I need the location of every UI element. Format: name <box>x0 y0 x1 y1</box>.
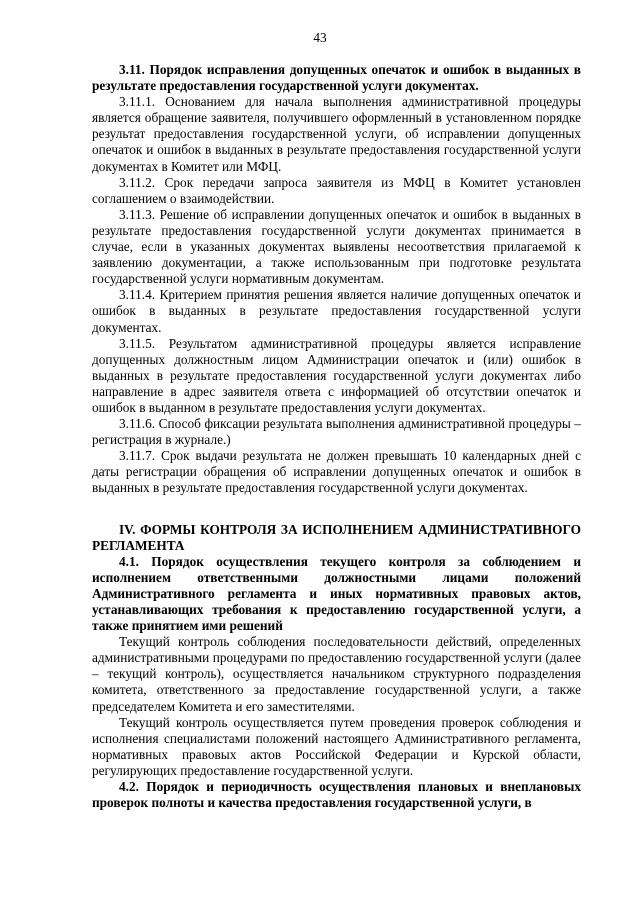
page-number: 43 <box>313 30 327 45</box>
paragraph-3-11-3: 3.11.3. Решение об исправлении допущенных опечаток и ошибок в выданных в результате предоставления государственной услуги документах принимается в случае, если в указанных документах выявлены несоответствия прилагаемой к заявлению документации, а также использованным при подготовке результата государственной услуги нормативным документам. <box>92 206 581 287</box>
section-heading-4-2: 4.2. Порядок и периодичность осуществления плановых и внеплановых проверок полноты и качества предоставления государственной услуги, в <box>92 779 581 811</box>
chapter-heading-iv: IV. ФОРМЫ КОНТРОЛЯ ЗА ИСПОЛНЕНИЕМ АДМИНИСТРАТИВНОГО РЕГЛАМЕНТА <box>92 521 581 553</box>
paragraph-4-1-a: Текущий контроль соблюдения последовательности действий, определенных административными процедурами по предоставлению государственной услуги (далее – текущий контроль), осуществляется начальником структурного подразделения комитета, ответственного за предоставление государственной услуги, а также председателем Комитета и его заместителями. <box>92 634 581 714</box>
paragraph-3-11-7: 3.11.7. Срок выдачи результата не должен превышать 10 календарных дней с даты регистрации обращения об исправлении допущенных опечаток и ошибок в выданных в результате предоставления государственной услуги документах. <box>92 448 581 496</box>
paragraph-3-11-1: 3.11.1. Основанием для начала выполнения административной процедуры является обращение заявителя, получившего оформленный в установленном порядке результат предоставления государственной услуги, об исправлении допущенных опечаток и ошибок в выданных в результате предоставления государственной услуги документах в Комитет или МФЦ. <box>92 94 581 174</box>
section-heading-4-1: 4.1. Порядок осуществления текущего контроля за соблюдением и исполнением ответственными должностными лицами положений Административного регламента и иных нормативных правовых актов, устанавливающих требования к предоставлению государственной услуги, а также принятием ими решений <box>92 553 581 634</box>
section-heading-3-11: 3.11. Порядок исправления допущенных опечаток и ошибок в выданных в результате предоставления государственной услуги документах. <box>92 62 581 94</box>
paragraph-3-11-5: 3.11.5. Результатом административной процедуры является исправление допущенных должностным лицом Администрации опечаток и (или) ошибок в выданных в результате предоставления государственной услуги документах либо направление в адрес заявителя ответа с информацией об отсутствии опечаток и ошибок в выданном в результате предоставления услуги документах. <box>92 335 581 415</box>
paragraph-3-11-4: 3.11.4. Критерием принятия решения является наличие допущенных опечаток и ошибок в выданных в результате предоставления государственной услуги документах. <box>92 287 581 335</box>
paragraph-3-11-2: 3.11.2. Срок передачи запроса заявителя из МФЦ в Комитет установлен соглашением о взаимодействии. <box>92 174 581 206</box>
paragraph-3-11-6: 3.11.6. Способ фиксации результата выполнения административной процедуры – регистрация в журнале.) <box>92 416 581 448</box>
paragraph-4-1-b: Текущий контроль осуществляется путем проведения проверок соблюдения и исполнения специалистами положений настоящего Административного регламента, нормативных правовых актов Российской Федерации и Курской области, регулирующих предоставление государственной услуги. <box>92 714 581 778</box>
document-body <box>92 62 581 811</box>
